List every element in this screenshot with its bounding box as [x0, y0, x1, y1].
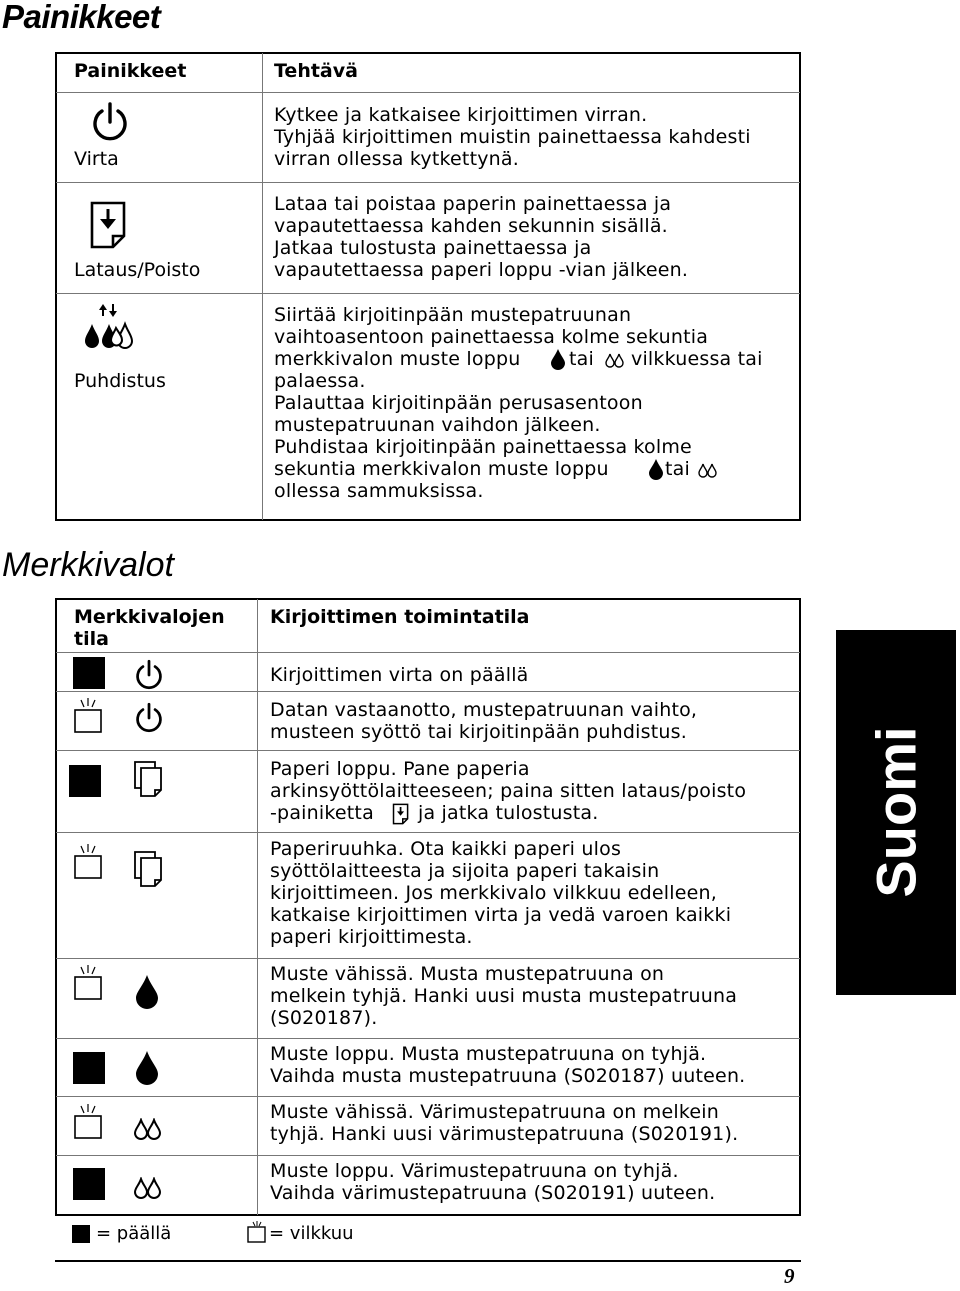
legend-blink-swatch	[246, 1220, 268, 1244]
task-text-line: Lataa tai poistaa paperin painettaessa ja	[274, 193, 672, 215]
power-icon	[133, 702, 165, 734]
col-header-printer-state: Kirjoittimen toimintatila	[270, 606, 530, 628]
task-text-line: ollessa sammuksissa.	[274, 480, 484, 502]
status-text-line: katkaise kirjoittimen virta ja vedä varoen kaikki	[270, 904, 732, 926]
power-icon	[133, 659, 165, 691]
status-text-line: kirjoittimeen. Jos merkkivalo vilkkuu edelleen,	[270, 882, 717, 904]
cleaning-icon	[83, 302, 139, 352]
status-text-line: Muste loppu. Värimustepatruuna on tyhjä.	[270, 1160, 679, 1182]
button-label-lataus-poisto: Lataus/Poisto	[74, 259, 201, 281]
task-text-line: Puhdistaa kirjoitinpään painettaessa kolme	[274, 436, 692, 458]
status-text-line: melkein tyhjä. Hanki uusi musta mustepatruuna	[270, 985, 738, 1007]
status-text-line: Vaihda värimustepatruuna (S020191) uuteen.	[270, 1182, 716, 1204]
section-title-merkkivalot: Merkkivalot	[2, 546, 174, 584]
status-text-line: paperi kirjoittimesta.	[270, 926, 473, 948]
legend-on-label: = päällä	[96, 1223, 172, 1244]
status-text-line: musteen syöttö tai kirjoitinpään puhdistus.	[270, 721, 687, 743]
light-blink-indicator	[71, 697, 105, 735]
button-label-virta: Virta	[74, 148, 119, 170]
color-ink-icon	[133, 1177, 163, 1201]
task-text-line: virran ollessa kytkettynä.	[274, 148, 519, 170]
power-icon	[89, 101, 131, 143]
task-text-line: Siirtää kirjoitinpään mustepatruunan	[274, 304, 632, 326]
black-ink-icon	[134, 1050, 160, 1086]
task-text-line: tai	[665, 458, 690, 480]
status-text-line: Paperiruuhka. Ota kaikki paperi ulos	[270, 838, 622, 860]
light-blink-indicator	[71, 964, 105, 1002]
light-blink-indicator	[71, 843, 105, 881]
status-text-line: Vaihda musta mustepatruuna (S020187) uuteen.	[270, 1065, 746, 1087]
status-text-line: Kirjoittimen virta on päällä	[270, 664, 529, 686]
task-text-line: palaessa.	[274, 370, 366, 392]
color-ink-icon	[133, 1118, 163, 1142]
load-eject-icon	[89, 200, 129, 250]
light-blink-indicator	[71, 1103, 105, 1141]
light-on-indicator	[73, 1168, 105, 1200]
status-text-line: Datan vastaanotto, mustepatruunan vaihto,	[270, 699, 698, 721]
status-text-line: tyhjä. Hanki uusi värimustepatruuna (S020191).	[270, 1123, 739, 1145]
task-text-line: merkkivalon muste loppu	[274, 348, 521, 370]
status-text-line: -painiketta	[270, 802, 374, 824]
black-ink-icon	[648, 458, 664, 480]
legend-blink-label: = vilkkuu	[269, 1223, 354, 1244]
status-text-line: Muste loppu. Musta mustepatruuna on tyhjä.	[270, 1043, 707, 1065]
light-on-indicator	[73, 657, 105, 689]
col-header-light-state: Merkkivalojen tila	[74, 606, 225, 650]
section-title-painikkeet: Painikkeet	[2, 0, 161, 35]
task-text-line: Tyhjää kirjoittimen muistin painettaessa kahdesti	[274, 126, 751, 148]
status-text-line: Muste vähissä. Musta mustepatruuna on	[270, 963, 665, 985]
black-ink-icon	[134, 974, 160, 1010]
light-on-indicator	[69, 765, 101, 797]
task-text-line: vilkkuessa tai	[631, 348, 763, 370]
color-ink-icon	[605, 352, 625, 368]
button-label-puhdistus: Puhdistus	[74, 370, 166, 392]
language-tab-label: Suomi	[864, 726, 928, 898]
task-text-line: tai	[569, 348, 594, 370]
page-number: 9	[784, 1264, 795, 1288]
footer-rule	[55, 1260, 801, 1262]
paper-icon	[133, 760, 165, 800]
status-text-line: arkinsyöttölaitteeseen; paina sitten lataus/poisto	[270, 780, 747, 802]
color-ink-icon	[698, 462, 718, 478]
task-text-line: vapautettaessa paperi loppu -vian jälkeen.	[274, 259, 689, 281]
task-text-line: Kytkee ja katkaisee kirjoittimen virran.	[274, 104, 648, 126]
status-text-line: Paperi loppu. Pane paperia	[270, 758, 530, 780]
task-text-line: vaihtoasentoon painettaessa kolme sekuntia	[274, 326, 709, 348]
status-text-line: (S020187).	[270, 1007, 378, 1029]
col-header-task: Tehtävä	[274, 60, 358, 82]
task-text-line: sekuntia merkkivalon muste loppu	[274, 458, 609, 480]
paper-icon	[133, 850, 165, 890]
light-on-indicator	[73, 1052, 105, 1084]
task-text-line: mustepatruunan vaihdon jälkeen.	[274, 414, 601, 436]
col-header-buttons: Painikkeet	[74, 60, 187, 82]
task-text-line: vapautettaessa kahden sekunnin sisällä.	[274, 215, 668, 237]
black-ink-icon	[550, 348, 566, 370]
status-text-line: Muste vähissä. Värimustepatruuna on melkein	[270, 1101, 719, 1123]
task-text-line: Jatkaa tulostusta painettaessa ja	[274, 237, 592, 259]
load-eject-icon	[392, 803, 410, 825]
legend-on-swatch	[72, 1225, 90, 1243]
status-text-line: syöttölaitteesta ja sijoita paperi takaisin	[270, 860, 660, 882]
status-text-line: ja jatka tulostusta.	[418, 802, 599, 824]
task-text-line: Palauttaa kirjoitinpään perusasentoon	[274, 392, 643, 414]
